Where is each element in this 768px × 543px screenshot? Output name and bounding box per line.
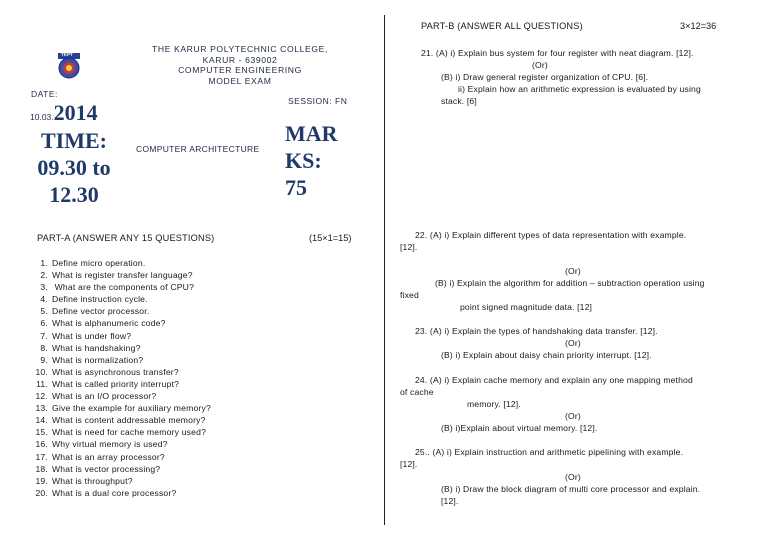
q21-part-b-3: stack. [6] xyxy=(441,96,477,106)
q22-part-b-1: (B) i) Explain the algorithm for addition – subtraction operation using xyxy=(435,278,705,288)
question-text: What is register transfer language? xyxy=(52,270,193,281)
question-number: 4. xyxy=(40,294,48,305)
question-number: 6. xyxy=(40,318,48,329)
session-label: SESSION: FN xyxy=(288,96,348,106)
q21-part-b-2: ii) Explain how an arithmetic expression is evaluated by using xyxy=(458,84,701,94)
q25-part-b-1: (B) i) Draw the block diagram of multi core processor and explain. xyxy=(441,484,701,494)
question-number: 2. xyxy=(40,270,48,281)
q21-part-b-1: (B) i) Draw general register organization of CPU. [6]. xyxy=(441,72,649,82)
question-number: 12. xyxy=(35,391,48,402)
q24-part-a-3: memory. [12]. xyxy=(467,399,521,409)
list-item xyxy=(33,463,211,475)
question-number: 5. xyxy=(40,306,48,317)
list-item xyxy=(33,330,211,342)
college-name: THE KARUR POLYTECHNIC COLLEGE, xyxy=(152,44,328,54)
list-item xyxy=(33,438,211,450)
question-text: What is an I/O processor? xyxy=(52,391,157,402)
exam-name: MODEL EXAM xyxy=(208,75,272,86)
question-number: 18. xyxy=(35,463,48,474)
q22-part-b-3: point signed magnitude data. [12] xyxy=(460,302,593,312)
college-heading xyxy=(140,44,340,86)
q24-or: (Or) xyxy=(565,411,581,421)
question-number: 19. xyxy=(35,475,48,486)
question-text: What is vector processing? xyxy=(52,463,161,474)
question-text: What is alphanumeric code? xyxy=(52,318,166,329)
question-text: What is content addressable memory? xyxy=(52,415,206,426)
question-text: What is throughput? xyxy=(52,475,133,486)
q22-part-a-1: 22. (A) i) Explain different types of data representation with example. xyxy=(415,230,687,240)
question-number: 14. xyxy=(35,415,48,426)
q22-part-a-2: [12]. xyxy=(400,242,418,252)
q23-or: (Or) xyxy=(565,338,581,348)
question-number: 15. xyxy=(35,427,48,438)
list-item xyxy=(33,305,211,317)
question-text: Give the example for auxiliary memory? xyxy=(52,403,212,414)
question-number: 16. xyxy=(35,439,48,450)
question-text: What is handshaking? xyxy=(52,342,141,353)
question-text: Why virtual memory is used? xyxy=(52,439,168,450)
date-year: 2014 xyxy=(53,100,98,125)
question-text: What is called priority interrupt? xyxy=(52,378,180,389)
logo-text: TKPT xyxy=(61,52,73,57)
question-number: 11. xyxy=(36,378,48,389)
part-b-title: PART-B (ANSWER ALL QUESTIONS) xyxy=(421,21,583,31)
q25-part-a-2: [12]. xyxy=(400,459,418,469)
question-number: 8. xyxy=(40,342,48,353)
question-number: 10. xyxy=(35,366,48,377)
part-a-question-list xyxy=(33,257,211,499)
list-item xyxy=(33,354,211,366)
question-text: Define instruction cycle. xyxy=(52,294,148,305)
q23-part-b: (B) i) Explain about daisy chain priority interrupt. [12]. xyxy=(441,350,652,360)
marks-line-2: KS: xyxy=(285,148,322,173)
q25-part-a-1: 25.. (A) i) Explain instruction and arithmetic pipelining with example. xyxy=(415,447,684,457)
question-number: 3. xyxy=(40,282,48,293)
column-divider xyxy=(384,15,385,525)
question-text: Define vector processor. xyxy=(52,306,150,317)
question-text: What is need for cache memory used? xyxy=(52,427,207,438)
list-item xyxy=(33,269,211,281)
list-item xyxy=(33,342,211,354)
question-text: What is a dual core processor? xyxy=(52,487,177,498)
list-item xyxy=(33,475,211,487)
date-day-month: 10.03. xyxy=(30,112,54,122)
marks-line-1: MAR xyxy=(285,121,338,146)
q23-part-a: 23. (A) i) Explain the types of handshaking data transfer. [12]. xyxy=(415,326,658,336)
question-text: Define micro operation. xyxy=(52,258,146,268)
list-item xyxy=(33,451,211,463)
time-end: 12.30 xyxy=(49,182,99,207)
question-number: 1. xyxy=(40,258,48,268)
question-number: 7. xyxy=(40,330,48,341)
list-item xyxy=(33,378,211,390)
list-item xyxy=(33,487,211,499)
list-item xyxy=(33,414,211,426)
question-text: What is asynchronous transfer? xyxy=(52,366,179,377)
q24-part-a-2: of cache xyxy=(400,387,434,397)
list-item xyxy=(33,426,211,438)
q22-part-b-2: fixed xyxy=(400,290,419,300)
question-text: What is under flow? xyxy=(52,330,132,341)
subject-name: COMPUTER ARCHITECTURE xyxy=(136,144,260,154)
exam-date xyxy=(30,100,98,126)
question-number: 13. xyxy=(35,403,48,414)
question-text: What are the components of CPU? xyxy=(52,282,195,293)
department: COMPUTER ENGINEERING xyxy=(178,65,302,75)
college-logo xyxy=(57,52,81,80)
time-label: TIME: xyxy=(41,128,107,153)
q24-part-b: (B) i)Explain about virtual memory. [12]. xyxy=(441,423,598,433)
question-number: 9. xyxy=(40,354,48,365)
q22-or: (Or) xyxy=(565,266,581,276)
q21-or: (Or) xyxy=(532,60,548,70)
question-text: What is normalization? xyxy=(52,354,144,365)
question-text: What is an array processor? xyxy=(52,451,165,462)
college-address: KARUR - 639002 xyxy=(202,54,278,65)
list-item xyxy=(33,281,211,293)
exam-time xyxy=(28,127,120,208)
question-number: 20. xyxy=(35,487,48,498)
q21-part-a: 21. (A) i) Explain bus system for four register with neat diagram. [12]. xyxy=(421,48,694,58)
list-item xyxy=(33,293,211,305)
time-start: 09.30 to xyxy=(37,155,111,180)
date-label: DATE: xyxy=(31,89,58,99)
list-item xyxy=(33,317,211,329)
list-item xyxy=(33,366,211,378)
marks-line-3: 75 xyxy=(285,175,307,200)
q24-part-a-1: 24. (A) i) Explain cache memory and explain any one mapping method xyxy=(415,375,693,385)
part-a-title: PART-A (ANSWER ANY 15 QUESTIONS) xyxy=(37,233,215,243)
part-b-marks: 3×12=36 xyxy=(680,21,717,31)
part-a-marks: (15×1=15) xyxy=(309,233,352,243)
list-item xyxy=(33,257,211,269)
q25-or: (Or) xyxy=(565,472,581,482)
q25-part-b-2: [12]. xyxy=(441,496,459,506)
total-marks xyxy=(285,120,355,201)
question-number: 17. xyxy=(35,451,48,462)
list-item xyxy=(33,390,211,402)
list-item xyxy=(33,402,211,414)
